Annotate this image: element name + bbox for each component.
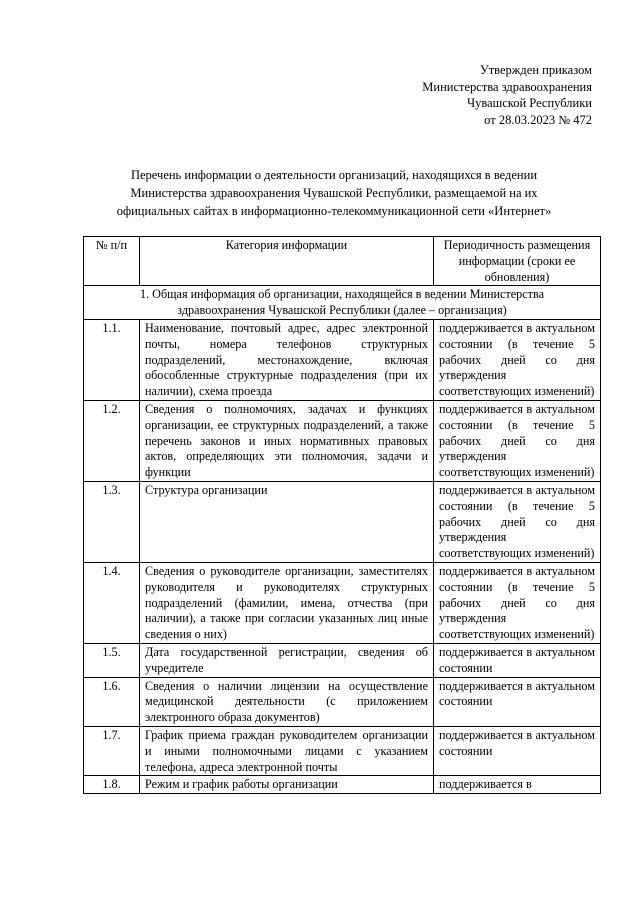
table-row (84, 562, 601, 643)
information-table (83, 236, 601, 794)
row-num: 1.6. (84, 677, 140, 726)
row-num: 1.5. (84, 643, 140, 677)
table-row (84, 319, 601, 400)
header-category: Категория информации (140, 237, 434, 286)
title-line-2: Министерства здравоохранения Чувашской Республики, размещаемой на их (130, 186, 538, 200)
table-row (84, 643, 601, 677)
row-num: 1.3. (84, 481, 140, 562)
row-category: График приема граждан руководителем организации и иными полномочными лицами с указанием телефона, адреса электронной почты (140, 726, 434, 775)
row-category: Режим и график работы организации (140, 776, 434, 794)
table-row (84, 400, 601, 481)
table-row (84, 726, 601, 775)
table-row (84, 776, 601, 794)
row-category: Сведения о руководителе организации, заместителях руководителя и руководителях структурных подразделений (фамилии, имена, отчества (при наличии), а также при согласии указанных лиц иные сведения о них) (140, 562, 434, 643)
table-row (84, 677, 601, 726)
row-period: поддерживается в актуальном состоянии (в течение 5 рабочих дней со дня утверждения соответствующих изменений) (434, 562, 601, 643)
row-num: 1.2. (84, 400, 140, 481)
row-num: 1.4. (84, 562, 140, 643)
approval-line-1: Утвержден приказом (479, 63, 592, 77)
row-period: поддерживается в (434, 776, 601, 794)
header-num: № п/п (84, 237, 140, 286)
table-header-row (84, 237, 601, 286)
document-title (84, 166, 584, 220)
row-num: 1.7. (84, 726, 140, 775)
row-period: поддерживается в актуальном состоянии (434, 643, 601, 677)
row-period: поддерживается в актуальном состоянии (в течение 5 рабочих дней со дня утверждения соответствующих изменений) (434, 319, 601, 400)
row-category: Сведения о полномочиях, задачах и функциях организации, ее структурных подразделений, а также перечень законов и иных нормативных правовых актов, определяющих эти полномочия, задачи и функции (140, 400, 434, 481)
approval-line-3: Чувашской Республики (466, 96, 592, 110)
row-period: поддерживается в актуальном состоянии (434, 677, 601, 726)
row-period: поддерживается в актуальном состоянии (434, 726, 601, 775)
row-category: Наименование, почтовый адрес, адрес электронной почты, номера телефонов структурных подразделений, местонахождение, включая обособленные структурные подразделения (при их наличии), схема проезда (140, 319, 434, 400)
row-category: Структура организации (140, 481, 434, 562)
section-row (84, 286, 601, 320)
row-category: Сведения о наличии лицензии на осуществление медицинской деятельности (с приложением электронного образа документов) (140, 677, 434, 726)
section-heading: 1. Общая информация об организации, находящейся в ведении Министерства здравоохранения Чувашской Республики (далее – организация) (84, 286, 601, 320)
approval-stamp (332, 62, 592, 128)
row-period: поддерживается в актуальном состоянии (в течение 5 рабочих дней со дня утверждения соответствующих изменений) (434, 481, 601, 562)
row-period: поддерживается в актуальном состоянии (в течение 5 рабочих дней со дня утверждения соответствующих изменений) (434, 400, 601, 481)
row-num: 1.8. (84, 776, 140, 794)
approval-line-2: Министерства здравоохранения (422, 79, 592, 94)
title-line-1: Перечень информации о деятельности организаций, находящихся в ведении (130, 168, 538, 182)
header-period: Периодичность размещения информации (сроки ее обновления) (434, 237, 601, 286)
table-row (84, 481, 601, 562)
approval-line-4: от 28.03.2023 № 472 (484, 112, 592, 127)
row-num: 1.1. (84, 319, 140, 400)
row-category: Дата государственной регистрации, сведения об учредителе (140, 643, 434, 677)
title-line-3: официальных сайтах в информационно-телекоммуникационной сети «Интернет» (116, 204, 552, 218)
